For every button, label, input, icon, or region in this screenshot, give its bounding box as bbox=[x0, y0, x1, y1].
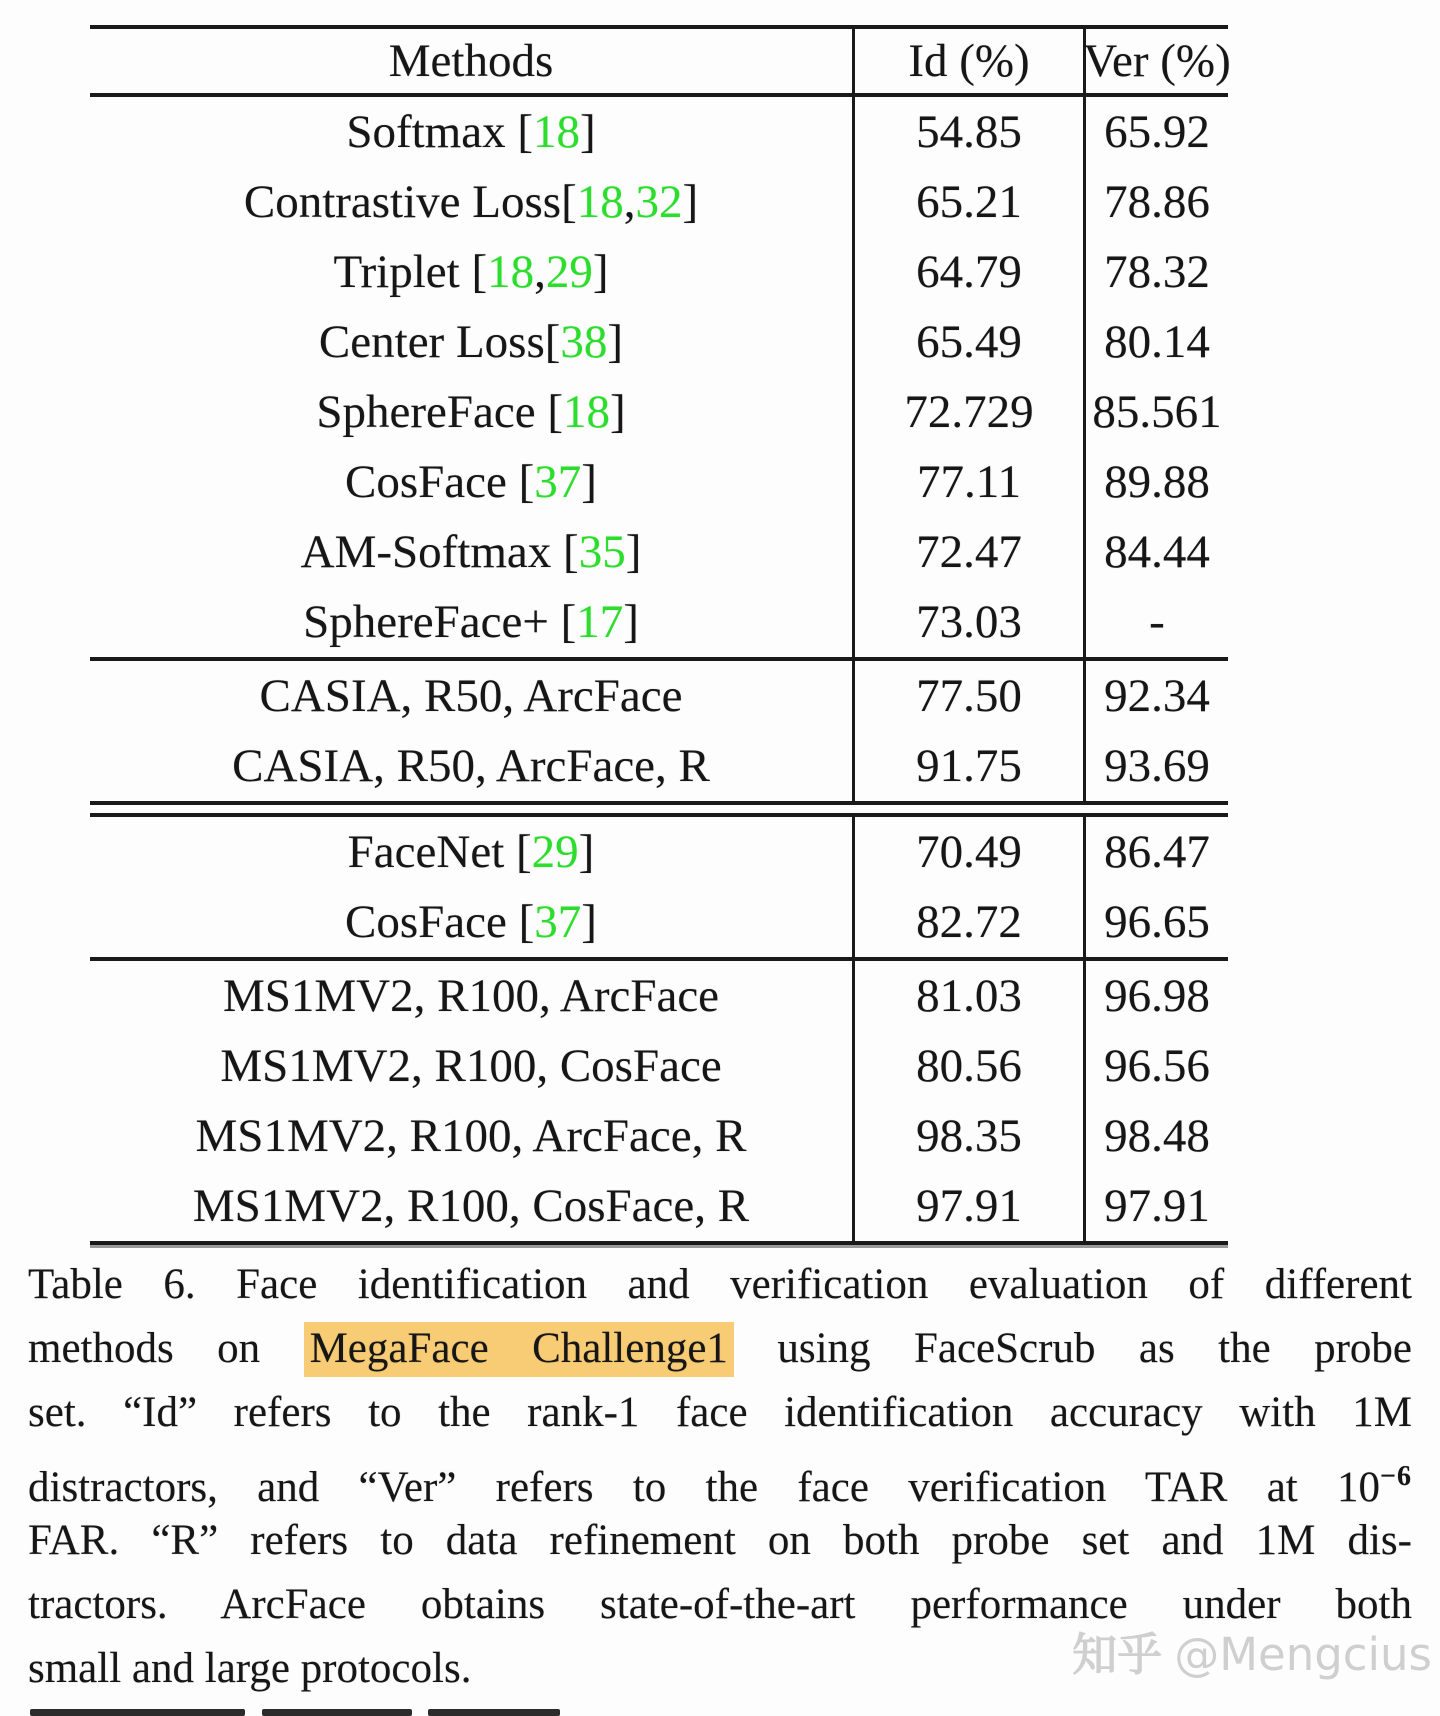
method-cell: MS1MV2, R100, ArcFace bbox=[222, 970, 720, 1022]
id-value-cell: 70.49 bbox=[852, 817, 1083, 887]
watermark-handle: @Mengcius bbox=[1174, 1628, 1432, 1681]
method-cell: MS1MV2, R100, CosFace, R bbox=[192, 1180, 750, 1232]
col-header-ver: Ver (%) bbox=[1083, 29, 1228, 93]
id-value-cell: 91.75 bbox=[852, 731, 1083, 801]
table-header-row bbox=[90, 29, 1231, 93]
id-value-cell: 80.56 bbox=[852, 1031, 1083, 1101]
citation-link[interactable]: 18 bbox=[562, 386, 610, 438]
ver-value-cell: 98.48 bbox=[1083, 1101, 1228, 1171]
citation-link[interactable]: 38 bbox=[560, 316, 608, 368]
table-row bbox=[90, 817, 1228, 887]
citation-link[interactable]: 37 bbox=[534, 896, 582, 948]
table-row bbox=[90, 97, 1228, 167]
table-row bbox=[90, 731, 1228, 801]
table-row bbox=[90, 1101, 1228, 1171]
ver-value-cell: 86.47 bbox=[1083, 817, 1228, 887]
caption-line: set. “Id” refers to the rank-1 face identification accuracy with 1M bbox=[28, 1389, 1412, 1436]
col-header-methods: Methods bbox=[388, 35, 554, 87]
ver-value-cell: 96.65 bbox=[1083, 887, 1228, 957]
citation-link[interactable]: 18 bbox=[533, 106, 580, 158]
method-cell: CASIA, R50, ArcFace, R bbox=[232, 740, 710, 792]
table-row bbox=[90, 167, 1228, 237]
ver-value-cell: 78.32 bbox=[1083, 237, 1228, 307]
cropped-text-sliver bbox=[262, 1709, 412, 1716]
id-value-cell: 73.03 bbox=[852, 587, 1083, 657]
citation-link[interactable]: 18 bbox=[487, 246, 535, 298]
table-row bbox=[90, 661, 1228, 731]
table-group-ms1mv2 bbox=[90, 961, 1228, 1241]
citation-link[interactable]: 35 bbox=[578, 526, 626, 578]
table-row bbox=[90, 447, 1228, 517]
id-value-cell: 82.72 bbox=[852, 887, 1083, 957]
method-cell: MS1MV2, R100, CosFace bbox=[220, 1040, 722, 1092]
id-value-cell: 77.50 bbox=[852, 661, 1083, 731]
caption-line: Table 6. Face identification and verification evaluation of different bbox=[28, 1261, 1412, 1308]
watermark bbox=[1072, 1618, 1432, 1683]
id-value-cell: 65.21 bbox=[852, 167, 1083, 237]
method-cell: CosFace [ 37 ] bbox=[345, 896, 597, 948]
citation-link[interactable]: 17 bbox=[576, 596, 624, 648]
table-row bbox=[90, 1171, 1228, 1241]
id-value-cell: 81.03 bbox=[852, 961, 1083, 1031]
ver-value-cell: 92.34 bbox=[1083, 661, 1228, 731]
caption-line: FAR. “R” refers to data refinement on both probe set and 1M dis- bbox=[28, 1517, 1412, 1564]
caption-line: tractors. ArcFace obtains state-of-the-art performance under both bbox=[28, 1581, 1412, 1628]
method-cell: FaceNet [ 29 ] bbox=[347, 826, 595, 878]
table-row bbox=[90, 587, 1228, 657]
table-row bbox=[90, 961, 1228, 1031]
method-cell: Softmax [ 18 ] bbox=[346, 106, 596, 158]
citation-link[interactable]: 29 bbox=[531, 826, 579, 878]
highlighted-text: MegaFace Challenge1 bbox=[304, 1322, 734, 1377]
id-value-cell: 72.729 bbox=[852, 377, 1083, 447]
citation-link[interactable]: 18 bbox=[576, 176, 624, 228]
results-table bbox=[90, 25, 1231, 1245]
col-header-id: Id (%) bbox=[852, 29, 1083, 93]
method-cell: Triplet [ 18 , 29 ] bbox=[333, 246, 609, 298]
ver-value-cell: 93.69 bbox=[1083, 731, 1228, 801]
caption-line: distractors, and “Ver” refers to the face verification TAR at $10^{-6}$ bbox=[28, 1461, 1412, 1511]
table-row bbox=[90, 307, 1228, 377]
cropped-text-sliver bbox=[30, 1709, 245, 1716]
ver-value-cell: 85.561 bbox=[1083, 377, 1228, 447]
caption-line: methods on MegaFace Challenge1 using FaceScrub as the probe bbox=[28, 1317, 1412, 1381]
id-value-cell: 72.47 bbox=[852, 517, 1083, 587]
ver-value-cell: 78.86 bbox=[1083, 167, 1228, 237]
method-cell: CosFace [ 37 ] bbox=[345, 456, 597, 508]
id-value-cell: 54.85 bbox=[852, 97, 1083, 167]
table-group-casia-arcface bbox=[90, 661, 1228, 801]
double-rule bbox=[90, 801, 1228, 817]
citation-link[interactable]: 37 bbox=[534, 456, 582, 508]
table-group-large-protocol-baselines bbox=[90, 817, 1228, 957]
ver-value-cell: 80.14 bbox=[1083, 307, 1228, 377]
ver-value-cell: 96.56 bbox=[1083, 1031, 1228, 1101]
id-value-cell: 65.49 bbox=[852, 307, 1083, 377]
table-row bbox=[90, 1031, 1228, 1101]
ver-value-cell: 96.98 bbox=[1083, 961, 1228, 1031]
table-bottom-rule bbox=[90, 1241, 1228, 1245]
id-value-cell: 97.91 bbox=[852, 1171, 1083, 1241]
ver-value-cell: 97.91 bbox=[1083, 1171, 1228, 1241]
superscript-exponent: −6 bbox=[1380, 1461, 1412, 1492]
citation-link[interactable]: 29 bbox=[545, 246, 593, 298]
table-row bbox=[90, 377, 1228, 447]
method-cell: Center Loss[ 38 ] bbox=[318, 316, 624, 368]
id-value-cell: 64.79 bbox=[852, 237, 1083, 307]
method-cell: MS1MV2, R100, ArcFace, R bbox=[195, 1110, 747, 1162]
ver-value-cell: 65.92 bbox=[1083, 97, 1228, 167]
method-cell: SphereFace [ 18 ] bbox=[316, 386, 626, 438]
table-row bbox=[90, 517, 1228, 587]
method-cell: SphereFace+ [ 17 ] bbox=[303, 596, 639, 648]
ver-value-cell: 84.44 bbox=[1083, 517, 1228, 587]
zhihu-logo: 知乎 bbox=[1072, 1628, 1163, 1681]
table-row bbox=[90, 237, 1228, 307]
method-cell: CASIA, R50, ArcFace bbox=[259, 670, 683, 722]
caption-line: small and large protocols. bbox=[28, 1645, 472, 1692]
cropped-text-sliver bbox=[428, 1709, 560, 1716]
ver-value-cell: - bbox=[1083, 587, 1228, 657]
ver-value-cell: 89.88 bbox=[1083, 447, 1228, 517]
method-cell: Contrastive Loss[ 18 , 32 ] bbox=[243, 176, 699, 228]
method-cell: AM-Softmax [ 35 ] bbox=[300, 526, 642, 578]
table-group-small-protocol bbox=[90, 97, 1228, 657]
table-row bbox=[90, 887, 1228, 957]
citation-link[interactable]: 32 bbox=[635, 176, 683, 228]
id-value-cell: 98.35 bbox=[852, 1101, 1083, 1171]
id-value-cell: 77.11 bbox=[852, 447, 1083, 517]
